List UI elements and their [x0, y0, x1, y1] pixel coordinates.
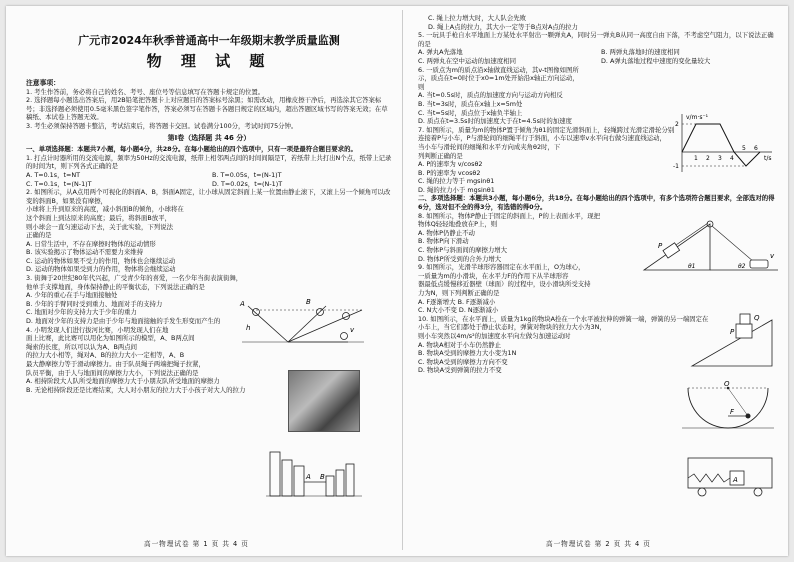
- q4-option-a: A. 相持阶段大人队所受地面的摩擦力大于小朋友队所受地面的摩擦力: [26, 377, 220, 386]
- x-tick: 4: [730, 155, 734, 162]
- block-p: [736, 324, 752, 338]
- q10-option-d: D. 物块A受到弹簧的拉力不变: [418, 366, 502, 375]
- q4-line: 的拉力大小相等，绳对A、B的拉力大小一定相等，A、B: [26, 351, 185, 360]
- q6-line: 则: [418, 82, 425, 91]
- v-axis-label: v/m·s⁻¹: [686, 114, 709, 121]
- q2-line: 2. 如图所示，从A点用两个可视化的斜面A、B，斜面A固定，让小球从固定斜面上某一位置由静止滚下，又滚上另一个倾角可以改变的斜面B，如果没有摩擦，: [26, 188, 391, 205]
- bar: [336, 470, 344, 496]
- q4-option-c: C. 绳上拉力增大时，大人队会先败: [428, 14, 526, 22]
- x-tick: 6: [754, 145, 758, 152]
- q2-line: 小球将上升到原来的高度，减小斜面B的倾角，小球将在: [26, 205, 184, 214]
- q10-line: 小车上，当它们都处于静止状态时，弹簧对物块的拉力大小为3N，: [418, 323, 606, 332]
- q3-option-b: B. 少年的手臂同时受到重力、地面对手的支持力: [26, 299, 163, 308]
- q8-option-d: D. 物体P所受到的合外力增大: [418, 254, 502, 263]
- q6-option-b: B. 当t=3s时，质点在x轴上x=5m处: [418, 99, 523, 108]
- footer-page-1: 高一物理试卷 第 1 页 共 4 页: [144, 540, 249, 548]
- x-tick: 5: [742, 145, 746, 152]
- label-h: h: [246, 324, 251, 332]
- q5-option-c: C. 两弹丸在空中运动的加速度相同: [418, 56, 516, 65]
- footer-page-2: 高一物理试卷 第 2 页 共 4 页: [546, 540, 651, 548]
- question-2: [26, 188, 392, 274]
- question-1-options: [26, 171, 392, 188]
- exam-header: 广元市2024年秋季普通高中一年级期末教学质量监测: [78, 34, 340, 47]
- question-5: 5. 一玩具手枪自水平地面上方某处水平射出一颗弹丸A，同时另一弹丸B从同一高度自由下落，不考虑空气阻力，以下说法正确的是: [418, 31, 774, 48]
- q9-line: 9. 如图所示，光滑半球形容器固定在水平面上，O为球心，: [418, 263, 585, 272]
- exam-title: 物 理 试 题: [146, 52, 272, 70]
- q2-option-b: B. 该实验揭示了物体运动不需要力来维持: [26, 248, 144, 257]
- rope: [712, 226, 754, 262]
- x-tick: 2: [706, 155, 710, 162]
- label-theta2: θ2: [738, 263, 746, 270]
- q6-vt-graph: [672, 110, 778, 178]
- exam-sheet: [6, 6, 788, 556]
- q9-figure: [678, 378, 778, 436]
- label-q: Q: [754, 314, 760, 322]
- slider: [746, 414, 751, 419]
- label-p: P: [730, 328, 735, 336]
- q9-line: 力为N，则下列判断正确的是: [418, 289, 500, 297]
- q5-option-d: D. A弹丸落地过程中速度的变化量较大: [601, 56, 711, 65]
- x-tick: 3: [718, 155, 722, 162]
- q10-option-a: A. 物块A相对于小车仍然静止: [418, 340, 501, 349]
- q10-option-b: B. 物块A受到的摩擦力大小变为1N: [418, 349, 517, 358]
- y-tick-minus1: -1: [673, 163, 679, 170]
- q6-line: 示，质点在t=0时位于x0=1m处开始沿x轴正方向运动，: [418, 74, 579, 83]
- ball: [253, 309, 260, 316]
- t-axis-label: t/s: [764, 155, 772, 162]
- q7-line: 列判断正确的是: [418, 151, 463, 160]
- q1-option-d: D. T=0.02s，t=(N-1)T: [212, 179, 283, 188]
- label-v: v: [350, 326, 355, 334]
- q7-option-a: A. P的速率为 v/cosθ2: [418, 160, 483, 169]
- q4-option-d: D. 绳上A点的拉力，其大小一定等于B点对A点的拉力: [428, 22, 578, 31]
- q2-line: 这个斜面上到达原来的高度；最后，将斜面B放平，: [26, 213, 171, 222]
- note-2: 2. 选择题每小题选出答案后，用2B铅笔把答题卡上对应题目的答案标号涂黑；如需改动，用橡皮擦干净后，再选涂其它答案标号；非选择题必须使用0.5毫米黑色签字笔作答，答案必须写在答题卡各题目规定的区域内，超出答题区域书写的答案无效；在草稿纸、本试卷上答题无效。: [26, 96, 388, 122]
- q4-line: 面上比赛，此比赛可以用化为如图所示的模型，A、B两点间: [26, 334, 195, 343]
- label-a: A: [240, 300, 245, 308]
- block-q: [740, 314, 750, 324]
- street-dance-photo: [288, 370, 360, 432]
- wheel: [754, 488, 762, 496]
- q7-option-d: D. 绳的拉力小于 mgsinθ1: [418, 185, 495, 194]
- section-2-heading: 二、多项选择题：本题共3小题，每小题6分，共18分。在每小题给出的四个选项中，有多个选项符合题目要求，全部选对的得6分，选对但不全的得3分，有选错的得0分。: [418, 194, 775, 212]
- q8-option-a: A. 物体P仍静止不动: [418, 228, 475, 237]
- note-1: 1. 考生作答前，务必将自己的姓名、考号、座位号等信息填写在答题卡规定的位置。: [26, 87, 265, 96]
- bar: [282, 460, 292, 496]
- q7-line: 当小车与滑轮间的细绳和水平方向成夹角θ2时，下: [418, 142, 561, 151]
- y-tick-2: 2: [675, 121, 679, 128]
- q3-option-d: D. 地面对少年的支持力是由于少年与地面接触的手发生形变而产生的: [26, 317, 221, 326]
- q7-line: 连接着P与小车，P与滑轮间的细绳平行于斜面，小车以速率v水平向右做匀速直线运动，: [418, 134, 666, 143]
- q3-option-a: A. 少年的重心在手与地面接触处: [26, 291, 118, 300]
- q9-options-ab: A. F逐渐增大 B. F逐渐减小: [418, 297, 496, 306]
- bar: [270, 452, 280, 496]
- label-b: B: [320, 473, 325, 481]
- q9-line: 一质量为m的小滑块，在水平力F的作用下从半球形容: [418, 271, 569, 280]
- q9-options-cd: C. N大小不变 D. N逐渐减小: [418, 306, 499, 315]
- q8-line: 物体Q轻轻地叠放在P上，则: [418, 220, 498, 229]
- q1-option-a: A. T=0.1s，t=NT: [26, 170, 81, 179]
- incline-b: [288, 306, 326, 342]
- rope: [676, 223, 708, 245]
- q8-option-b: B. 物体P向下滑动: [418, 237, 469, 246]
- q6-option-c: C. 当t=5s时，质点位于x轴负半轴上: [418, 108, 523, 117]
- bar: [346, 464, 354, 496]
- q7-figure: [638, 214, 780, 278]
- q5-option-b: B. 两弹丸落地时的速度相同: [601, 48, 680, 57]
- q5-option-a: A. 弹丸A先落地: [418, 48, 463, 57]
- q10-line: 则小车突然以4m/s²的加速度水平向左做匀加速运动时: [418, 331, 571, 340]
- ball: [341, 333, 348, 340]
- note-3: 3. 考生必须保持答题卡整洁，考试结束后，将答题卡交回。试卷满分100分，考试时间75分钟。: [26, 121, 298, 130]
- q7-line: 7. 如图所示，质量为m的物体P置于倾角为θ1的固定光滑斜面上，轻绳跨过光滑定滑轮分别: [418, 125, 675, 134]
- q2-option-c: C. 运动的物体如果不受力的作用，物体也会继续运动: [26, 256, 176, 265]
- q3-option-c: C. 地面对少年的支持力大于少年的重力: [26, 308, 137, 317]
- question-5-options: [418, 48, 778, 65]
- q2-line: 正确的是: [26, 231, 52, 240]
- q4-line: 4. 小明发现人们进行拔河比赛，小明发现人们在地: [26, 325, 169, 334]
- q8-figure: [686, 306, 778, 372]
- q7-option-b: B. P的速率为 vcosθ2: [418, 168, 481, 177]
- q10-option-c: C. 物块A受到的摩擦力方向不变: [418, 357, 508, 366]
- cart: [750, 260, 768, 268]
- label-v: v: [770, 252, 775, 260]
- q4-line: 绳索的长度，所以可以认为A、B两点间: [26, 342, 138, 351]
- q2-option-d: D. 运动的物体如果受到力的作用，物体将会继续运动: [26, 265, 176, 274]
- q4-figure: [264, 446, 366, 500]
- q10-line: 10. 如图所示，在水平面上，质量为1kg的物块A拴在一个水平被拉伸的弹簧一端，弹簧的另一端固定在: [418, 314, 709, 323]
- q4-line: 队员平衡，由于人与地面间的摩擦力大小，下列说法正确的是: [26, 368, 199, 377]
- label-theta1: θ1: [688, 263, 696, 270]
- q1-option-b: B. T=0.05s，t=(N-1)T: [212, 170, 282, 179]
- q8-option-c: C. 物体P与斜面间的摩擦力增大: [418, 246, 508, 255]
- label-a: A: [306, 473, 311, 481]
- q6-option-d: D. 质点在t=3.5s时的加速度大于在t=4.5s时的加速度: [418, 117, 572, 126]
- x-tick: 1: [694, 155, 698, 162]
- question-1: 1. 打点计时器所用的交流电源，频率为50Hz的交流电源，纸带上相邻两点间的时间间隔是T，若纸带上共打出N个点，纸带上记录的时间为t，则下列各式正确的是: [26, 153, 392, 171]
- q7-option-c: C. 绳的拉力等于 mgsinθ1: [418, 177, 495, 186]
- q3-line: 他单手支撑地面，身体保持静止的平衡状态，下列说法正确的是: [26, 282, 205, 291]
- page-divider: [402, 10, 403, 550]
- q8-line: 8. 如图所示，物体P静止于固定的斜面上，P的上表面水平，现把: [418, 211, 600, 220]
- label-p: P: [658, 242, 663, 250]
- incline-a: [248, 306, 288, 342]
- q1-option-c: C. T=0.1s，t=(N-1)T: [26, 179, 92, 188]
- label-f: F: [730, 408, 735, 416]
- q9-line: 器最低点缓慢移近器壁（球面）的过程中，设小滑块所受支持: [418, 280, 591, 289]
- q2-line: 则小球会一直匀速运动下去，关于此实验，下列说法: [26, 222, 173, 231]
- part-1-heading: 第Ⅰ卷（选择题 共 46 分）: [167, 133, 251, 142]
- label-a: A: [733, 476, 738, 484]
- q4-line: 最大静摩擦力等于滑动摩擦力。由于队员绳子两端把绳子拉紧，: [26, 360, 205, 368]
- incline: [692, 320, 772, 366]
- notes-heading: 注意事项：: [26, 79, 60, 87]
- q3-line: 3. 街舞于20世纪80年代兴起，广受青少年的喜爱，一名少年当街表演街舞，: [26, 274, 243, 283]
- q2-figure: [238, 292, 368, 354]
- bar: [294, 466, 304, 496]
- q10-figure: [682, 454, 778, 498]
- q2-option-a: A. 日常生活中，不存在摩擦时物体的运动情形: [26, 239, 156, 248]
- q6-line: 6. 一质点为m的质点沿x轴做直线运动，其v-t图像如图所: [418, 65, 579, 74]
- block-p: [663, 243, 680, 258]
- label-b: B: [306, 298, 311, 306]
- q6-option-a: A. 当t=0.5s时，质点的加速度方向与运动方向相反: [418, 91, 563, 100]
- bar: [326, 476, 334, 496]
- spring: [688, 474, 730, 482]
- label-o: O: [724, 380, 730, 388]
- section-1-heading: 一、单项选择题：本题共7小题，每小题4分，共28分。在每小题给出的四个选项中，只有一项是最符合题目要求的。: [26, 145, 357, 154]
- bowl: [688, 388, 768, 428]
- wheel: [698, 488, 706, 496]
- q4-option-b: B. 无论相持阶段还是比赛结束，大人对小朋友的拉力大于小孩子对大人的拉力: [26, 385, 246, 394]
